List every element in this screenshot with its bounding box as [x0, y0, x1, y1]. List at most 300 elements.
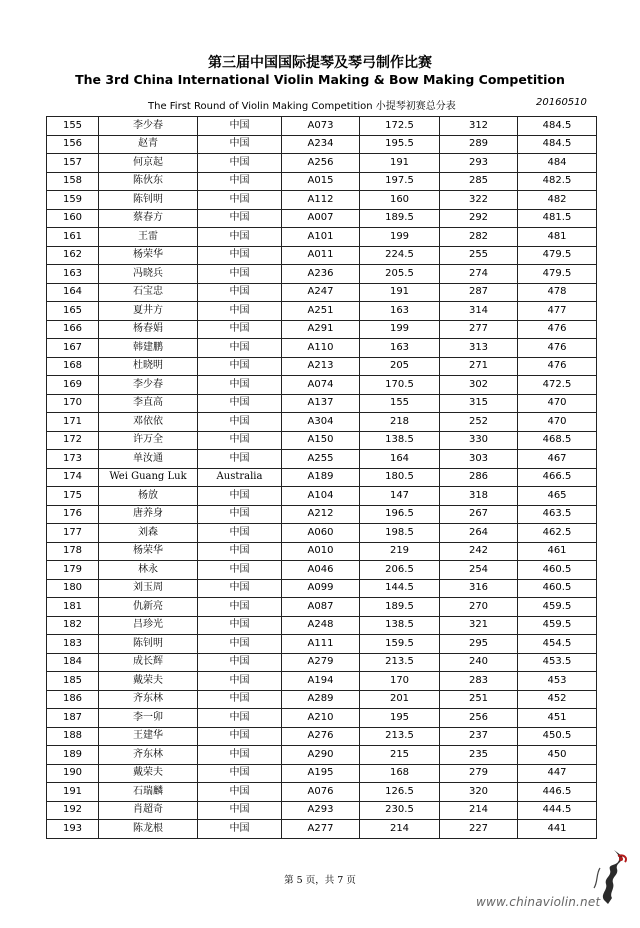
rank-cell: 163: [47, 265, 99, 284]
table-row: [47, 616, 597, 635]
score-b-cell: 295: [440, 635, 518, 654]
score-b-cell: 254: [440, 561, 518, 580]
entry-number-cell: A111: [282, 635, 360, 654]
entry-number-cell: A010: [282, 542, 360, 561]
score-a-cell: 224.5: [360, 246, 440, 265]
score-b-cell: 279: [440, 764, 518, 783]
score-b-cell: 293: [440, 154, 518, 173]
table-row: [47, 505, 597, 524]
entry-number-cell: A279: [282, 653, 360, 672]
name-cell: 唐养身: [99, 505, 198, 524]
entry-number-cell: A073: [282, 117, 360, 136]
name-cell: 石宝忠: [99, 283, 198, 302]
table-row: [47, 579, 597, 598]
entry-number-cell: A007: [282, 209, 360, 228]
name-cell: 陈伙东: [99, 172, 198, 191]
entry-number-cell: A291: [282, 320, 360, 339]
total-score-cell: 460.5: [518, 579, 597, 598]
score-a-cell: 213.5: [360, 653, 440, 672]
name-cell: 李一卯: [99, 709, 198, 728]
table-row: [47, 487, 597, 506]
entry-number-cell: A110: [282, 339, 360, 358]
name-cell: 杨春娟: [99, 320, 198, 339]
score-a-cell: 147: [360, 487, 440, 506]
total-score-cell: 454.5: [518, 635, 597, 654]
country-cell: 中国: [198, 154, 282, 173]
total-score-cell: 484: [518, 154, 597, 173]
rank-cell: 159: [47, 191, 99, 210]
rank-cell: 161: [47, 228, 99, 247]
table-row: [47, 209, 597, 228]
country-cell: 中国: [198, 431, 282, 450]
score-a-cell: 191: [360, 283, 440, 302]
website-watermark: www.chinaviolin.net: [476, 895, 601, 909]
score-b-cell: 256: [440, 709, 518, 728]
entry-number-cell: A076: [282, 783, 360, 802]
country-cell: 中国: [198, 653, 282, 672]
score-b-cell: 235: [440, 746, 518, 765]
rank-cell: 164: [47, 283, 99, 302]
score-b-cell: 322: [440, 191, 518, 210]
score-a-cell: 170.5: [360, 376, 440, 395]
country-cell: 中国: [198, 265, 282, 284]
table-row: [47, 394, 597, 413]
entry-number-cell: A112: [282, 191, 360, 210]
table-row: [47, 653, 597, 672]
table-row: [47, 320, 597, 339]
score-a-cell: 159.5: [360, 635, 440, 654]
rank-cell: 178: [47, 542, 99, 561]
rank-cell: 187: [47, 709, 99, 728]
rank-cell: 171: [47, 413, 99, 432]
score-a-cell: 160: [360, 191, 440, 210]
country-cell: 中国: [198, 746, 282, 765]
total-score-cell: 444.5: [518, 801, 597, 820]
name-cell: 李少春: [99, 376, 198, 395]
rank-cell: 156: [47, 135, 99, 154]
table-row: [47, 690, 597, 709]
total-score-cell: 450.5: [518, 727, 597, 746]
country-cell: 中国: [198, 635, 282, 654]
score-a-cell: 219: [360, 542, 440, 561]
table-row: [47, 635, 597, 654]
entry-number-cell: A210: [282, 709, 360, 728]
country-cell: 中国: [198, 579, 282, 598]
name-cell: 刘森: [99, 524, 198, 543]
table-row: [47, 302, 597, 321]
score-b-cell: 240: [440, 653, 518, 672]
entry-number-cell: A099: [282, 579, 360, 598]
page-number: 第 5 页，共 7 页: [284, 875, 356, 886]
page-title-english: The 3rd China International Violin Making & Bow Making Competition: [75, 72, 565, 87]
total-score-cell: 441: [518, 820, 597, 839]
name-cell: 杨放: [99, 487, 198, 506]
table-row: [47, 672, 597, 691]
score-a-cell: 172.5: [360, 117, 440, 136]
name-cell: Wei Guang Luk: [99, 468, 198, 487]
name-cell: 齐东林: [99, 746, 198, 765]
table-row: [47, 450, 597, 469]
country-cell: 中国: [198, 764, 282, 783]
total-score-cell: 479.5: [518, 265, 597, 284]
total-score-cell: 466.5: [518, 468, 597, 487]
entry-number-cell: A015: [282, 172, 360, 191]
score-b-cell: 316: [440, 579, 518, 598]
name-cell: 王建华: [99, 727, 198, 746]
rank-cell: 179: [47, 561, 99, 580]
total-score-cell: 447: [518, 764, 597, 783]
entry-number-cell: A074: [282, 376, 360, 395]
entry-number-cell: A087: [282, 598, 360, 617]
results-table: [46, 116, 597, 839]
rank-cell: 191: [47, 783, 99, 802]
entry-number-cell: A046: [282, 561, 360, 580]
total-score-cell: 476: [518, 339, 597, 358]
rank-cell: 181: [47, 598, 99, 617]
name-cell: 陈钊明: [99, 191, 198, 210]
name-cell: 戴荣夫: [99, 672, 198, 691]
rank-cell: 193: [47, 820, 99, 839]
name-cell: 仇新亮: [99, 598, 198, 617]
rank-cell: 184: [47, 653, 99, 672]
entry-number-cell: A248: [282, 616, 360, 635]
country-cell: 中国: [198, 394, 282, 413]
country-cell: Australia: [198, 468, 282, 487]
rank-cell: 168: [47, 357, 99, 376]
table-row: [47, 339, 597, 358]
score-a-cell: 206.5: [360, 561, 440, 580]
score-a-cell: 218: [360, 413, 440, 432]
name-cell: 何京起: [99, 154, 198, 173]
total-score-cell: 482: [518, 191, 597, 210]
total-score-cell: 453.5: [518, 653, 597, 672]
score-a-cell: 214: [360, 820, 440, 839]
score-a-cell: 189.5: [360, 598, 440, 617]
score-b-cell: 312: [440, 117, 518, 136]
name-cell: 单汝通: [99, 450, 198, 469]
score-b-cell: 255: [440, 246, 518, 265]
entry-number-cell: A289: [282, 690, 360, 709]
score-b-cell: 286: [440, 468, 518, 487]
entry-number-cell: A255: [282, 450, 360, 469]
country-cell: 中国: [198, 320, 282, 339]
table-row: [47, 598, 597, 617]
rank-cell: 165: [47, 302, 99, 321]
entry-number-cell: A234: [282, 135, 360, 154]
total-score-cell: 479.5: [518, 246, 597, 265]
country-cell: 中国: [198, 690, 282, 709]
total-score-cell: 472.5: [518, 376, 597, 395]
score-a-cell: 215: [360, 746, 440, 765]
country-cell: 中国: [198, 302, 282, 321]
score-b-cell: 242: [440, 542, 518, 561]
rank-cell: 172: [47, 431, 99, 450]
score-b-cell: 252: [440, 413, 518, 432]
rank-cell: 173: [47, 450, 99, 469]
total-score-cell: 452: [518, 690, 597, 709]
score-b-cell: 277: [440, 320, 518, 339]
rank-cell: 175: [47, 487, 99, 506]
entry-number-cell: A290: [282, 746, 360, 765]
score-a-cell: 126.5: [360, 783, 440, 802]
table-row: [47, 413, 597, 432]
total-score-cell: 453: [518, 672, 597, 691]
score-b-cell: 320: [440, 783, 518, 802]
score-b-cell: 282: [440, 228, 518, 247]
country-cell: 中国: [198, 616, 282, 635]
name-cell: 石瑞麟: [99, 783, 198, 802]
total-score-cell: 468.5: [518, 431, 597, 450]
score-a-cell: 170: [360, 672, 440, 691]
score-a-cell: 199: [360, 228, 440, 247]
rank-cell: 170: [47, 394, 99, 413]
country-cell: 中国: [198, 376, 282, 395]
name-cell: 杜晓明: [99, 357, 198, 376]
rank-cell: 180: [47, 579, 99, 598]
total-score-cell: 484.5: [518, 135, 597, 154]
name-cell: 韩建鹏: [99, 339, 198, 358]
rank-cell: 189: [47, 746, 99, 765]
country-cell: 中国: [198, 191, 282, 210]
table-row: [47, 727, 597, 746]
total-score-cell: 467: [518, 450, 597, 469]
score-a-cell: 195.5: [360, 135, 440, 154]
rank-cell: 169: [47, 376, 99, 395]
document-date: 20160510: [536, 97, 587, 108]
entry-number-cell: A195: [282, 764, 360, 783]
name-cell: 成长辉: [99, 653, 198, 672]
name-cell: 赵青: [99, 135, 198, 154]
score-b-cell: 214: [440, 801, 518, 820]
rank-cell: 183: [47, 635, 99, 654]
rank-cell: 190: [47, 764, 99, 783]
country-cell: 中国: [198, 542, 282, 561]
table-row: [47, 283, 597, 302]
total-score-cell: 460.5: [518, 561, 597, 580]
total-score-cell: 476: [518, 320, 597, 339]
name-cell: 冯晓兵: [99, 265, 198, 284]
table-row: [47, 431, 597, 450]
score-a-cell: 205.5: [360, 265, 440, 284]
table-row: [47, 561, 597, 580]
score-a-cell: 205: [360, 357, 440, 376]
rank-cell: 166: [47, 320, 99, 339]
total-score-cell: 461: [518, 542, 597, 561]
total-score-cell: 450: [518, 746, 597, 765]
total-score-cell: 462.5: [518, 524, 597, 543]
name-cell: 李直高: [99, 394, 198, 413]
total-score-cell: 476: [518, 357, 597, 376]
score-b-cell: 237: [440, 727, 518, 746]
table-row: [47, 172, 597, 191]
country-cell: 中国: [198, 487, 282, 506]
name-cell: 刘玉周: [99, 579, 198, 598]
country-cell: 中国: [198, 820, 282, 839]
table-row: [47, 746, 597, 765]
name-cell: 林永: [99, 561, 198, 580]
name-cell: 王雷: [99, 228, 198, 247]
score-a-cell: 180.5: [360, 468, 440, 487]
country-cell: 中国: [198, 505, 282, 524]
entry-number-cell: A011: [282, 246, 360, 265]
name-cell: 邓依依: [99, 413, 198, 432]
score-b-cell: 292: [440, 209, 518, 228]
entry-number-cell: A276: [282, 727, 360, 746]
table-row: [47, 135, 597, 154]
total-score-cell: 478: [518, 283, 597, 302]
country-cell: 中国: [198, 339, 282, 358]
country-cell: 中国: [198, 727, 282, 746]
table-row: [47, 246, 597, 265]
score-a-cell: 138.5: [360, 616, 440, 635]
total-score-cell: 470: [518, 394, 597, 413]
name-cell: 蔡春方: [99, 209, 198, 228]
score-a-cell: 230.5: [360, 801, 440, 820]
score-b-cell: 287: [440, 283, 518, 302]
name-cell: 吕珍光: [99, 616, 198, 635]
entry-number-cell: A189: [282, 468, 360, 487]
name-cell: 杨荣华: [99, 246, 198, 265]
score-b-cell: 314: [440, 302, 518, 321]
page-title-chinese: 第三届中国国际提琴及琴弓制作比赛: [208, 55, 432, 71]
total-score-cell: 463.5: [518, 505, 597, 524]
score-a-cell: 195: [360, 709, 440, 728]
country-cell: 中国: [198, 672, 282, 691]
score-b-cell: 274: [440, 265, 518, 284]
entry-number-cell: A194: [282, 672, 360, 691]
entry-number-cell: A304: [282, 413, 360, 432]
total-score-cell: 465: [518, 487, 597, 506]
entry-number-cell: A247: [282, 283, 360, 302]
rank-cell: 182: [47, 616, 99, 635]
total-score-cell: 482.5: [518, 172, 597, 191]
score-a-cell: 201: [360, 690, 440, 709]
country-cell: 中国: [198, 524, 282, 543]
rank-cell: 177: [47, 524, 99, 543]
score-b-cell: 303: [440, 450, 518, 469]
entry-number-cell: A137: [282, 394, 360, 413]
name-cell: 杨荣华: [99, 542, 198, 561]
total-score-cell: 481: [518, 228, 597, 247]
country-cell: 中国: [198, 413, 282, 432]
table-row: [47, 228, 597, 247]
country-cell: 中国: [198, 283, 282, 302]
table-row: [47, 191, 597, 210]
table-row: [47, 524, 597, 543]
score-b-cell: 271: [440, 357, 518, 376]
score-b-cell: 313: [440, 339, 518, 358]
entry-number-cell: A236: [282, 265, 360, 284]
entry-number-cell: A101: [282, 228, 360, 247]
name-cell: 戴荣夫: [99, 764, 198, 783]
score-a-cell: 198.5: [360, 524, 440, 543]
rank-cell: 162: [47, 246, 99, 265]
rank-cell: 174: [47, 468, 99, 487]
table-row: [47, 265, 597, 284]
total-score-cell: 459.5: [518, 598, 597, 617]
score-a-cell: 144.5: [360, 579, 440, 598]
country-cell: 中国: [198, 357, 282, 376]
rank-cell: 160: [47, 209, 99, 228]
score-b-cell: 251: [440, 690, 518, 709]
table-subtitle: The First Round of Violin Making Competition 小提琴初赛总分表: [148, 101, 456, 112]
entry-number-cell: A060: [282, 524, 360, 543]
entry-number-cell: A104: [282, 487, 360, 506]
table-row: [47, 117, 597, 136]
name-cell: 肖超奇: [99, 801, 198, 820]
rank-cell: 188: [47, 727, 99, 746]
score-a-cell: 163: [360, 302, 440, 321]
table-row: [47, 357, 597, 376]
total-score-cell: 451: [518, 709, 597, 728]
entry-number-cell: A251: [282, 302, 360, 321]
score-b-cell: 227: [440, 820, 518, 839]
score-b-cell: 330: [440, 431, 518, 450]
total-score-cell: 470: [518, 413, 597, 432]
entry-number-cell: A293: [282, 801, 360, 820]
entry-number-cell: A256: [282, 154, 360, 173]
table-row: [47, 709, 597, 728]
total-score-cell: 459.5: [518, 616, 597, 635]
score-b-cell: 270: [440, 598, 518, 617]
rank-cell: 186: [47, 690, 99, 709]
score-a-cell: 164: [360, 450, 440, 469]
country-cell: 中国: [198, 598, 282, 617]
table-row: [47, 154, 597, 173]
country-cell: 中国: [198, 783, 282, 802]
name-cell: 夏井方: [99, 302, 198, 321]
name-cell: 陈钊明: [99, 635, 198, 654]
rank-cell: 158: [47, 172, 99, 191]
score-a-cell: 155: [360, 394, 440, 413]
country-cell: 中国: [198, 801, 282, 820]
score-b-cell: 318: [440, 487, 518, 506]
score-a-cell: 197.5: [360, 172, 440, 191]
score-a-cell: 213.5: [360, 727, 440, 746]
country-cell: 中国: [198, 209, 282, 228]
score-b-cell: 267: [440, 505, 518, 524]
score-b-cell: 285: [440, 172, 518, 191]
total-score-cell: 477: [518, 302, 597, 321]
rank-cell: 167: [47, 339, 99, 358]
score-b-cell: 315: [440, 394, 518, 413]
entry-number-cell: A213: [282, 357, 360, 376]
score-a-cell: 191: [360, 154, 440, 173]
score-b-cell: 321: [440, 616, 518, 635]
country-cell: 中国: [198, 561, 282, 580]
entry-number-cell: A277: [282, 820, 360, 839]
score-b-cell: 283: [440, 672, 518, 691]
rank-cell: 155: [47, 117, 99, 136]
total-score-cell: 484.5: [518, 117, 597, 136]
name-cell: 陈龙根: [99, 820, 198, 839]
table-row: [47, 820, 597, 839]
score-a-cell: 196.5: [360, 505, 440, 524]
table-row: [47, 468, 597, 487]
score-b-cell: 264: [440, 524, 518, 543]
name-cell: 齐东林: [99, 690, 198, 709]
country-cell: 中国: [198, 135, 282, 154]
name-cell: 李少春: [99, 117, 198, 136]
rank-cell: 192: [47, 801, 99, 820]
table-row: [47, 801, 597, 820]
entry-number-cell: A150: [282, 431, 360, 450]
table-row: [47, 764, 597, 783]
table-row: [47, 376, 597, 395]
country-cell: 中国: [198, 709, 282, 728]
total-score-cell: 446.5: [518, 783, 597, 802]
country-cell: 中国: [198, 450, 282, 469]
